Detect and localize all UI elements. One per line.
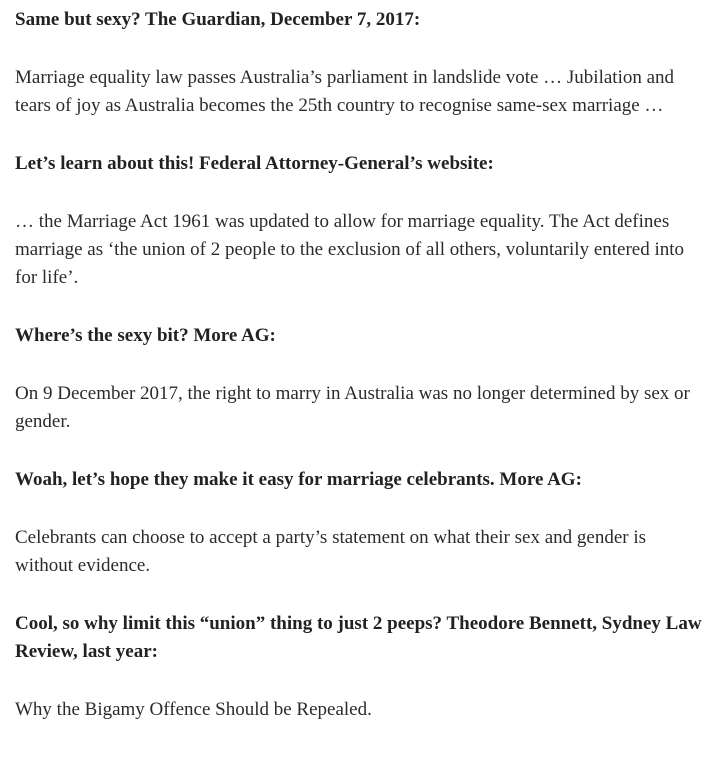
heading-guardian: Same but sexy? The Guardian, December 7, 2017:	[15, 9, 421, 30]
quote-marriage-act: … the Marriage Act 1961 was updated to allow for marriage equality. The Act defines marriage as ‘the union of 2 people to the exclusion of all others, voluntarily entered into for life’.	[15, 211, 685, 288]
quote-bigamy: Why the Bigamy Offence Should be Repealed.	[15, 699, 372, 720]
heading-celebrants: Woah, let’s hope they make it easy for marriage celebrants. More AG:	[15, 469, 582, 490]
heading-union-limit: Cool, so why limit this “union” thing to just 2 peeps? Theodore Bennett, Sydney Law Review, last year:	[15, 613, 702, 662]
quote-right-to-marry: On 9 December 2017, the right to marry in Australia was no longer determined by sex or gender.	[15, 383, 690, 432]
article-body	[15, 6, 705, 724]
quote-celebrants: Celebrants can choose to accept a party’s statement on what their sex and gender is without evidence.	[15, 527, 646, 576]
heading-attorney-general: Let’s learn about this! Federal Attorney-General’s website:	[15, 153, 494, 174]
heading-sexy-bit: Where’s the sexy bit? More AG:	[15, 325, 276, 346]
quote-guardian: Marriage equality law passes Australia’s parliament in landslide vote … Jubilation and tears of joy as Australia becomes the 25th country to recognise same-sex marriage …	[15, 67, 675, 116]
